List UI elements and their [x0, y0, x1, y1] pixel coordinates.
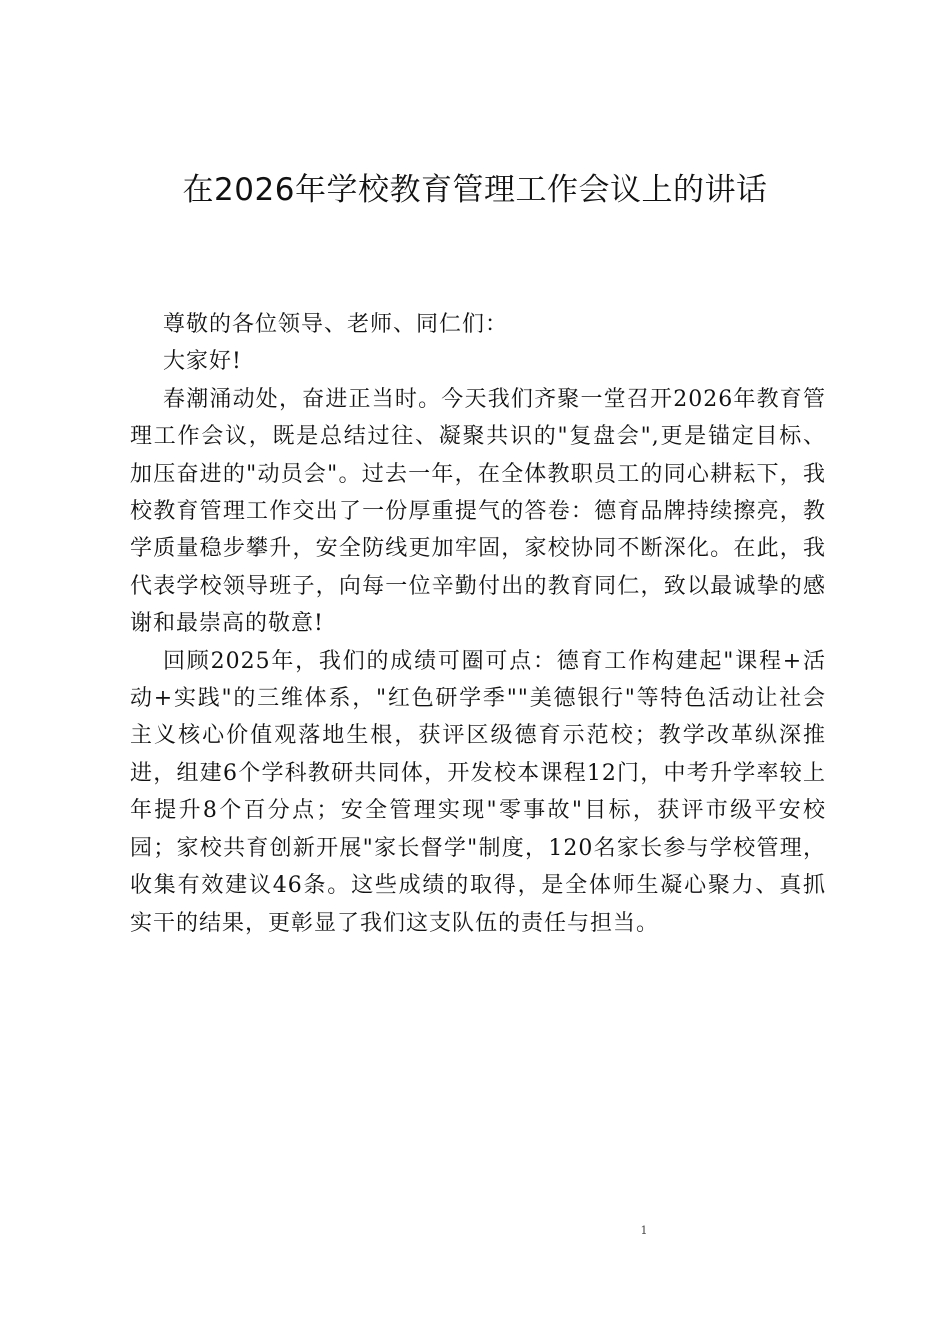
document-title: 在2026年学校教育管理工作会议上的讲话: [182, 172, 768, 208]
page-number: 1: [640, 1224, 648, 1237]
speech-body: [130, 306, 826, 942]
review-paragraph: 回顾2025年，我们的成绩可圈可点：德育工作构建起"课程+活动+实践"的三维体系，"红色研学季""美德银行"等特色活动让社会主义核心价值观落地生根，获评区级德育示范校；教学改革纵深推进，组建6个学科教研共同体，开发校本课程12门，中考升学率较上年提升8个百分点；安全管理实现"零事故"目标，获评市级平安校园；家校共育创新开展"家长督学"制度，120名家长参与学校管理，收集有效建议46条。这些成绩的取得，是全体师生凝心聚力、真抓实干的结果，更彰显了我们这支队伍的责任与担当。: [130, 648, 826, 936]
greeting-paragraph: 大家好!: [163, 349, 242, 375]
salutation-paragraph: 尊敬的各位领导、老师、同仁们：: [163, 312, 509, 337]
opening-paragraph: 春潮涌动处，奋进正当时。今天我们齐聚一堂召开2026年教育管理工作会议，既是总结过往、凝聚共识的"复盘会",更是锚定目标、加压奋进的"动员会"。过去一年，在全体教职员工的同心耕耘下，我校教育管理工作交出了一份厚重提气的答卷：德育品牌持续擦亮，教学质量稳步攀升，安全防线更加牢固，家校协同不断深化。在此，我代表学校领导班子，向每一位辛勤付出的教育同仁，致以最诚挚的感谢和最崇高的敬意!: [130, 386, 826, 637]
